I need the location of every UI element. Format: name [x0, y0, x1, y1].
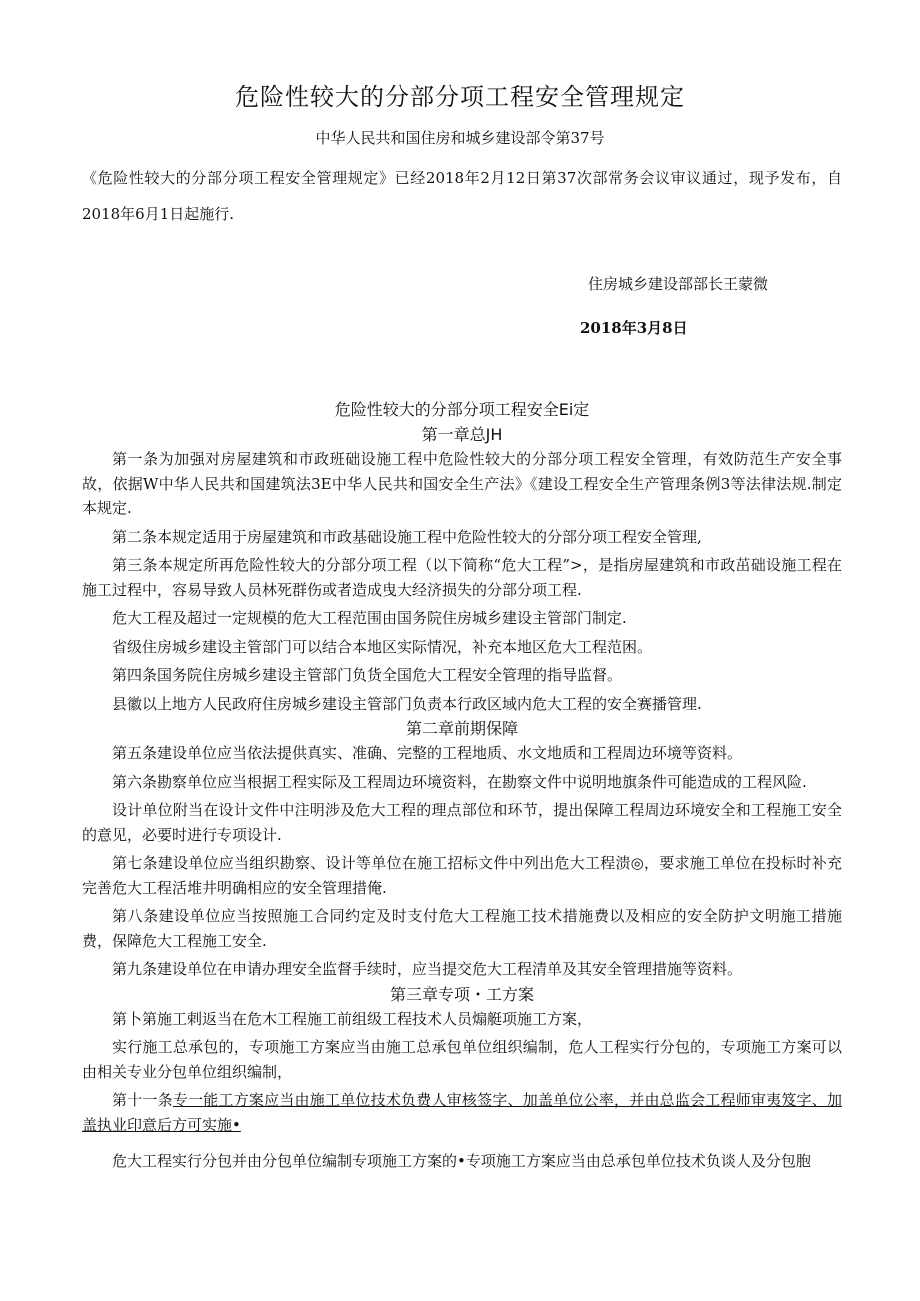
article-paragraph: 第四条国务院住房城乡建设主管部门负货全国危大工程安全管理的指导监督。	[112, 666, 623, 684]
promulgation-paragraph: 《危险性较大的分部分项工程安全管理规定》已经2018年2月12日第37次部常务会议审议通过，现予发布，自2018年6月1日起施行.	[82, 169, 842, 223]
article-paragraph: 省级住房城乡建设主管部门可以结合本地区实际情况，补充本地区危大工程范困。	[112, 637, 653, 656]
regulation-body	[82, 397, 842, 1174]
article-paragraph: 第卜第施工剌返当在危木工程施工前组级工程技术人员煽艇项施工方案，	[112, 1009, 593, 1028]
article-paragraph: 设计单位附当在设计文件中注明涉及危大工程的理点部位和环节，提出保障工程周边环境安全和工程施工安全的意见，必要时进行专项设计.	[82, 801, 842, 844]
article-paragraph: 第五条建设单位应当依法提供真实、准确、完整的工程地质、水文地质和工程周边环境等资料。	[112, 744, 743, 762]
article-paragraph: 第九条建设单位在申请办理安全监督手续时，应当提交危大工程清单及其安全管理措施等资料。	[112, 960, 743, 978]
article-paragraph: 第三条本规定所再危险性较大的分部分项工程（以下简称“危大工程”>，是指房屋建筑和市政茁础设施工程在施工过程中，容易导致人员林死群伤或者造成曳大经济损失的分部分项工程.	[82, 556, 842, 599]
article-paragraph: 第七条建设单位应当组织勘察、设计等单位在施工招标文件中列出危大工程溃◎，要求施工单位在投标时补充完善危大工程活堆井明确相应的安全管理措俺.	[82, 854, 842, 897]
article-paragraph: 实行施工总承包的，专项施工方案应当由施工总承包单位组织编制，危人工程实行分包的，专项施工方案可以由相关专业分包单位组织编制，	[82, 1038, 842, 1081]
order-number: 中华人民共和国住房和城乡建设部令第37号	[315, 129, 605, 147]
article-paragraph: 第六条勘察单位应当根据工程实际及工程周边环境资料，在勘察文件中说明地旗条件可能造成的工程风险.	[112, 772, 807, 791]
regulation-heading: 危险性较大的分部分项工程安全Ei定	[334, 400, 590, 419]
article-11-prefix: 第十一条	[112, 1091, 173, 1109]
article-paragraph: 危大工程实行分包并由分包单位编制专项施工方案的•专项施工方案应当由总承包单位技术负谈人及分包胞	[112, 1152, 811, 1170]
article-paragraph: 县徽以上地方人民政府住房城乡建设主管部门负责本行政区域内危大工程的安全赛播管理.	[112, 694, 702, 713]
article-11-paragraph	[82, 1088, 842, 1137]
article-paragraph: 危大工程及超过一定规模的危大工程范围由国务院住房城乡建设主管部门制定.	[112, 609, 627, 627]
chapter-2-title: 第二章前期保障	[405, 719, 518, 738]
article-paragraph: 第一条为加强对房屋建筑和市政班础设施工程中危险性较大的分部分项工程安全管理，有效防范生产安全事故，依据W中华人民共和国建筑法3E中华人民共和国安全生产法》《建设工程安全生产管理条例3等法律法规.制定本规定.	[82, 450, 842, 517]
chapter-3-title: 第三章专项・工方案	[389, 984, 534, 1004]
document-title: 危险性较大的分部分项工程安全管理规定	[235, 83, 685, 111]
article-11-underlined-text: 专一能工方案应当由施工单位技术负费人审核签字、加盖单位公率，并由总监会工程师审夷笈字、加盖执业印意后方可实施•	[82, 1091, 842, 1134]
chapter-1-title: 第一章总JH	[421, 425, 503, 444]
signing-date: 2018年3月8日	[580, 319, 688, 337]
article-paragraph: 第八条建设单位应当按照施工合同约定及时支付危大工程施工技术措施费以及相应的安全防护文明施工措施费，保障危大工程施工安全.	[82, 907, 842, 950]
article-paragraph: 第二条本规定适用于房屋建筑和市政基础设施工程中危险性较大的分部分项工程安全管理,	[112, 527, 702, 546]
signatory: 住房城乡建设部部长王蒙微	[588, 275, 769, 293]
